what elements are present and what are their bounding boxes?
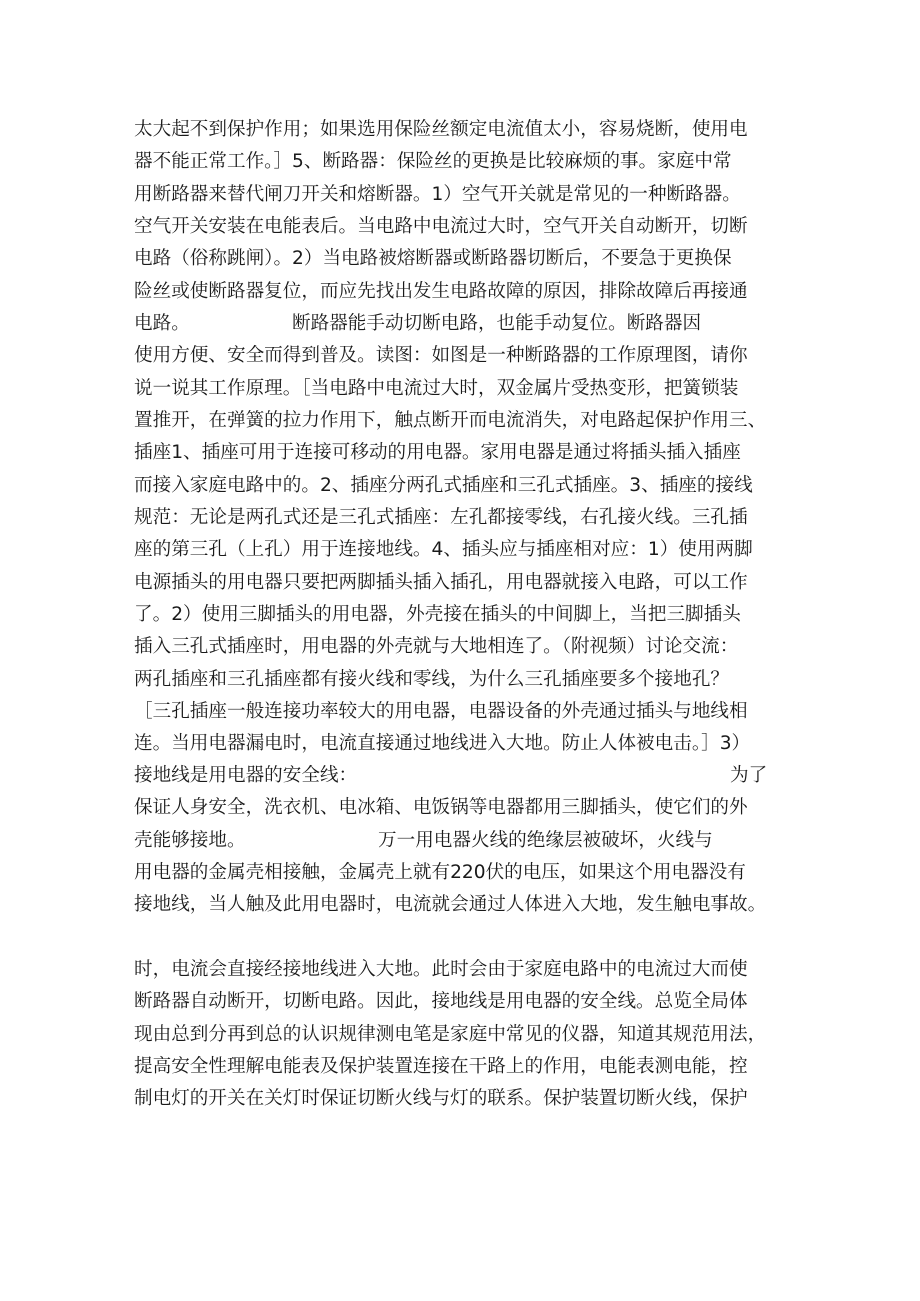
text-line: 座的第三孔（上孔）用于连接地线。4、插头应与插座相对应：1）使用两脚 (134, 539, 753, 560)
text-line: 规范：无论是两孔式还是三孔式插座：左孔都接零线，右孔接火线。三孔插 (134, 507, 748, 528)
text-segment: 为了 (730, 765, 768, 786)
text-line: 了。2）使用三脚插头的用电器，外壳接在插头的中间脚上，当把三脚插头 (134, 604, 741, 625)
text-segment: 电路。 (134, 313, 190, 334)
text-line: 制电灯的开关在关灯时保证切断火线与灯的联系。保护装置切断火线，保护 (134, 1088, 748, 1109)
text-line: 电源插头的用电器只要把两脚插头插入插孔，用电器就接入电路，可以工作 (134, 572, 748, 593)
text-line: 接地线，当人触及此用电器时，电流就会通过人体进入大地，发生触电事故。 (134, 894, 767, 915)
text-line: 险丝或使断路器复位，而应先找出发生电路故障的原因，排除故障后再接通 (134, 281, 748, 302)
text-line: ［三孔插座一般连接功率较大的用电器，电器设备的外壳通过插头与地线相 (134, 701, 748, 722)
text-line: 器不能正常工作。］5、断路器：保险丝的更换是比较麻烦的事。家庭中常 (134, 151, 732, 172)
text-line: 用断路器来替代闸刀开关和熔断器。1）空气开关就是常见的一种断路器。 (134, 184, 741, 205)
text-line: 太大起不到保护作用；如果选用保险丝额定电流值太小，容易烧断，使用电 (134, 119, 748, 140)
text-segment: 接地线是用电器的安全线： (134, 765, 358, 786)
text-line: 插入三孔式插座时，用电器的外壳就与大地相连了。（附视频）讨论交流： (134, 636, 739, 657)
text-segment: 壳能够接地。 (134, 830, 246, 851)
text-line-split (134, 828, 794, 854)
text-line: 置推开，在弹簧的拉力作用下，触点断开而电流消失，对电路起保护作用三、 (134, 410, 767, 431)
text-line: 用电器的金属壳相接触，金属壳上就有220伏的电压，如果这个用电器没有 (134, 862, 746, 883)
text-line: 时，电流会直接经接地线进入大地。此时会由于家庭电路中的电流过大而使 (134, 959, 748, 980)
text-line: 连。当用电器漏电时，电流直接通过地线进入大地。防止人体被电击。］3） (134, 733, 751, 754)
text-line: 空气开关安装在电能表后。当电路中电流过大时，空气开关自动断开，切断 (134, 216, 748, 237)
text-line: 使用方便、安全而得到普及。读图：如图是一种断路器的工作原理图，请你 (134, 345, 748, 366)
text-line: 断路器自动断开，切断电路。因此，接地线是用电器的安全线。总览全局体 (134, 991, 748, 1012)
text-line: 保证人身安全，洗衣机、电冰箱、电饭锅等电器都用三脚插头，使它们的外 (134, 797, 748, 818)
text-line-split (134, 763, 794, 789)
text-line: 电路（俗称跳闸）。2）当电路被熔断器或断路器切断后，不要急于更换保 (134, 248, 732, 269)
text-line-split (134, 311, 794, 337)
text-segment: 万一用电器火线的绝缘层被破坏，火线与 (378, 830, 713, 851)
text-segment: 断路器能手动切断电路，也能手动复位。断路器因 (292, 313, 702, 334)
text-line: 说一说其工作原理。［当电路中电流过大时，双金属片受热变形，把簧锁装 (134, 378, 739, 399)
text-line: 两孔插座和三孔插座都有接火线和零线，为什么三孔插座要多个接地孔？ (134, 669, 730, 690)
text-line: 现由总到分再到总的认识规律测电笔是家庭中常见的仪器，知道其规范用法， (134, 1024, 767, 1045)
text-line: 提高安全性理解电能表及保护装置连接在干路上的作用，电能表测电能，控 (134, 1056, 748, 1077)
text-line: 插座1、插座可用于连接可移动的用电器。家用电器是通过将插头插入插座 (134, 442, 741, 463)
text-line: 而接入家庭电路中的。2、插座分两孔式插座和三孔式插座。3、插座的接线 (134, 475, 753, 496)
